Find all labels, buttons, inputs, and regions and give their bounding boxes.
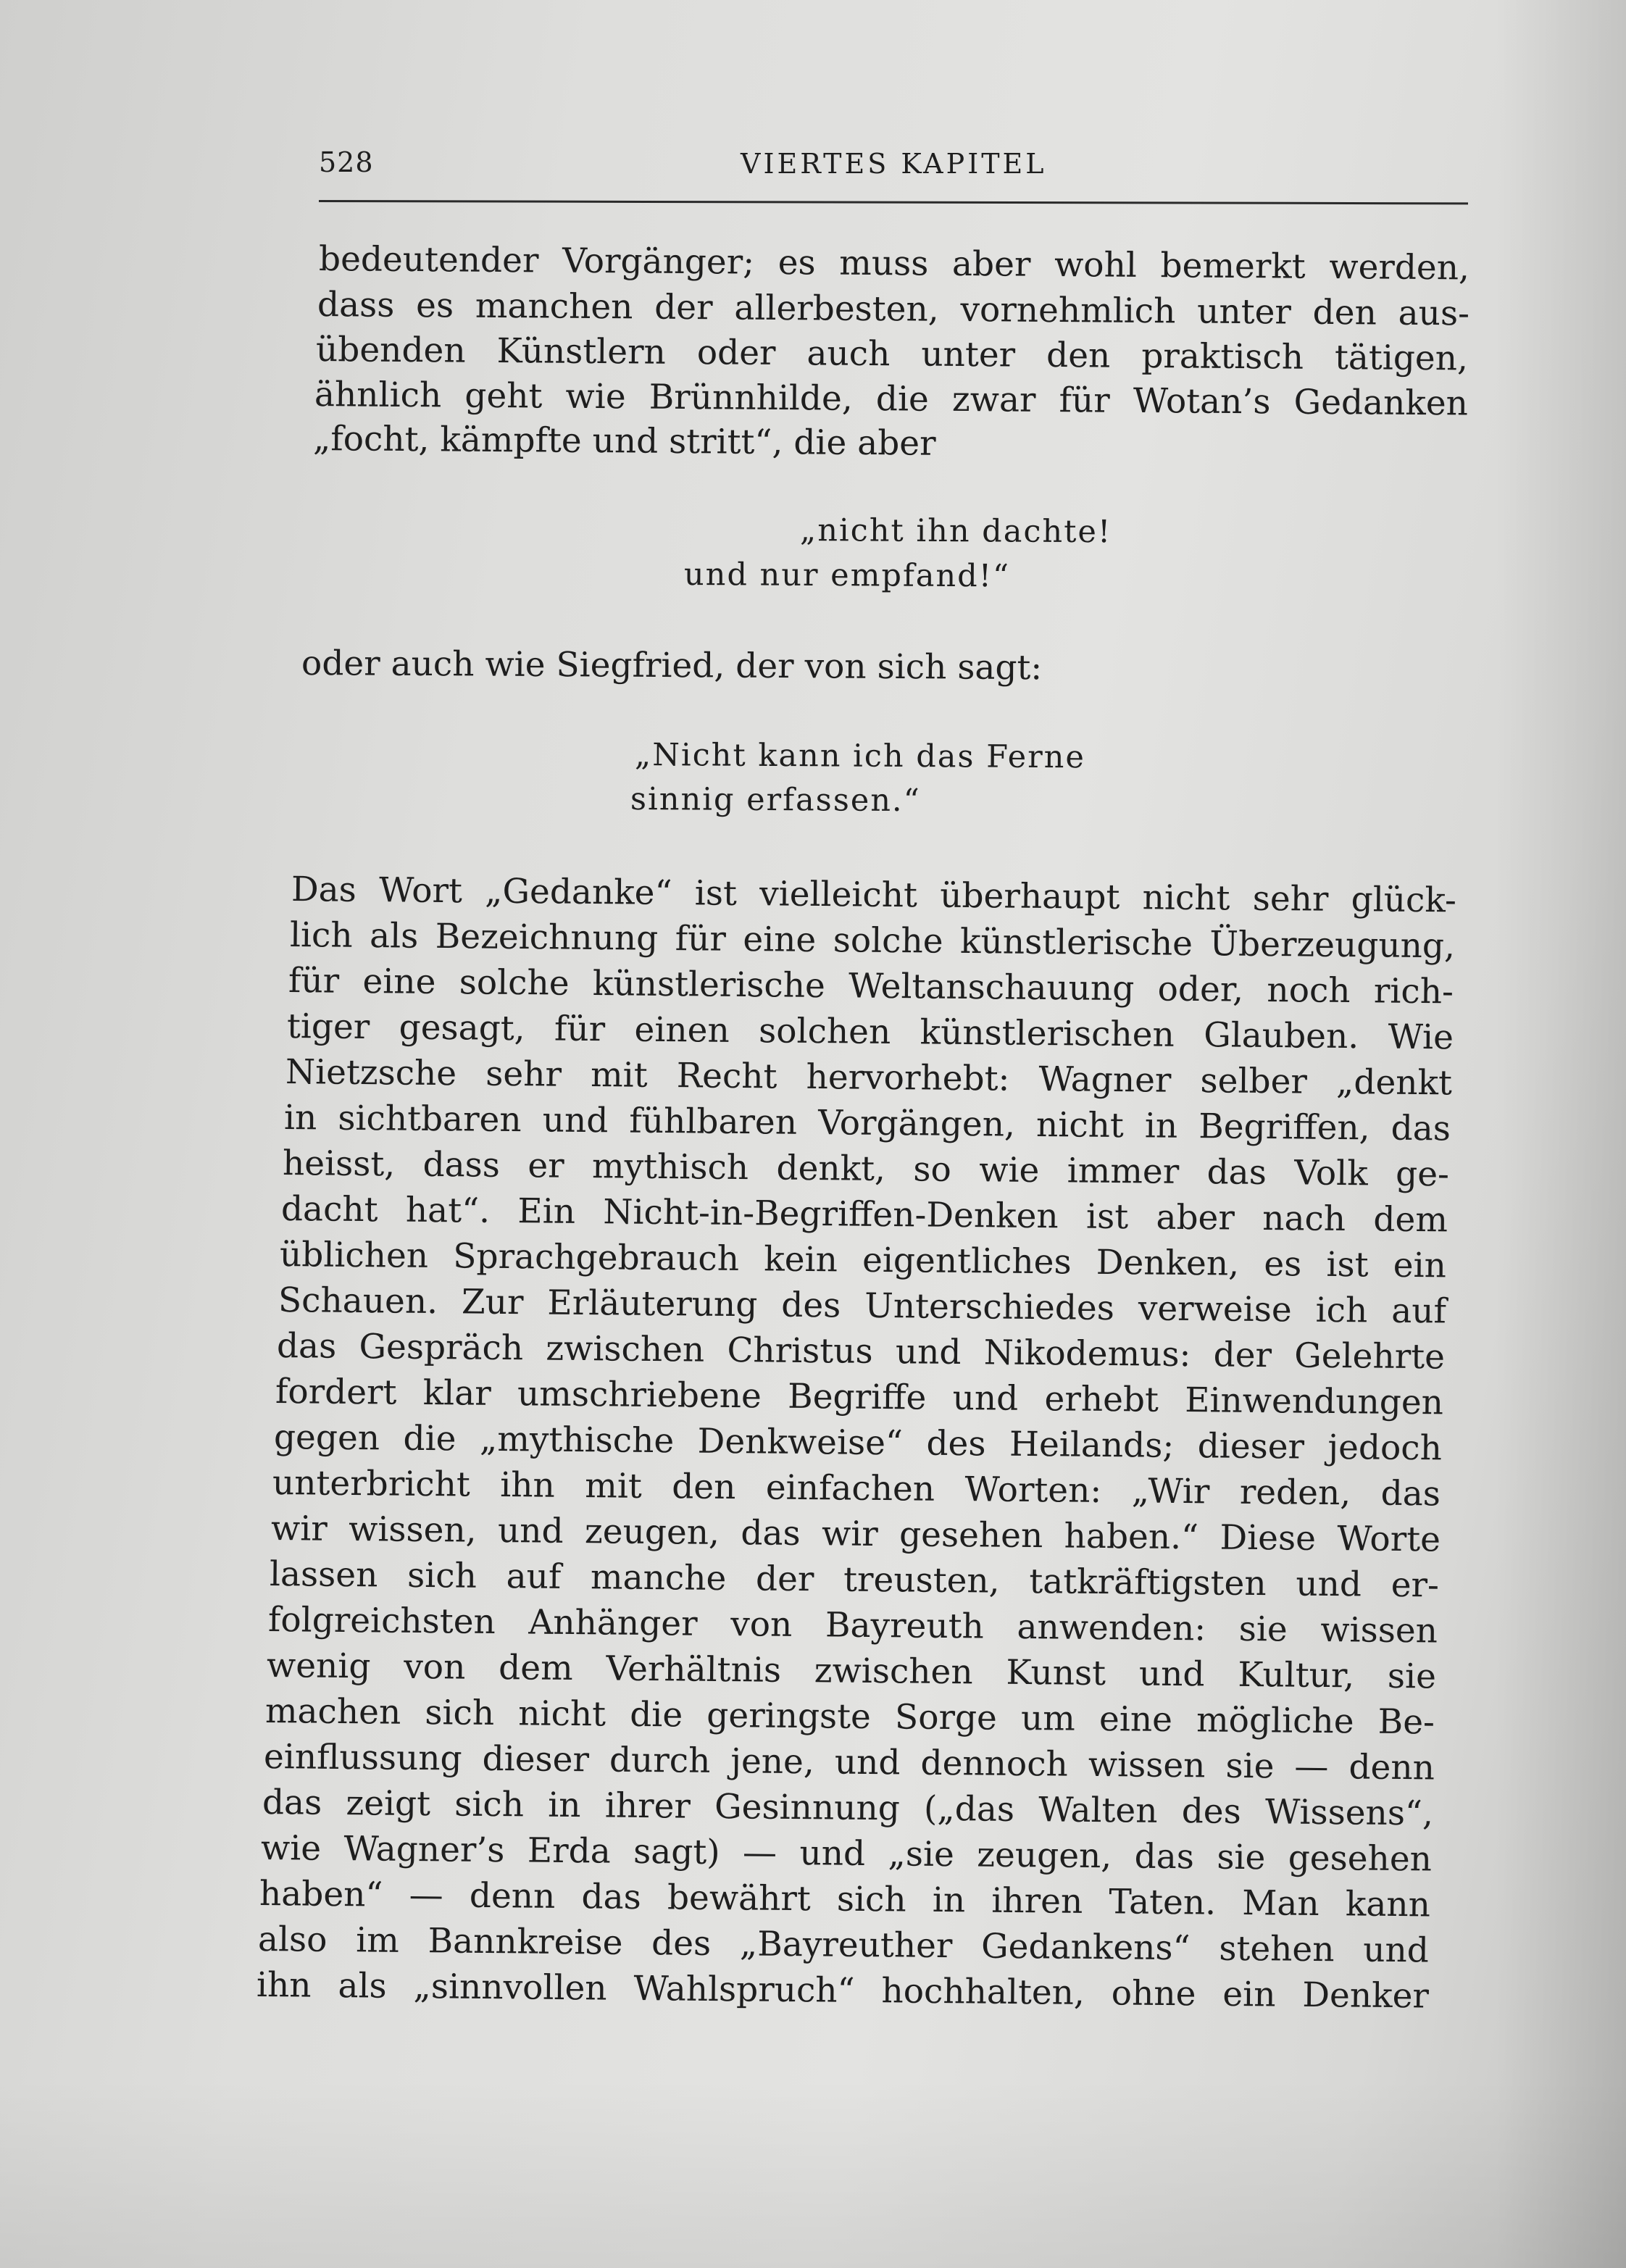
text-line: Schauen. Zur Erläuterung des Unterschiedes verweise ich auf [278,1280,1447,1332]
verse-line: „nicht ihn dachte! [799,512,1112,551]
text-line: gegen die „mythische Denkweise“ des Heilands; dieser jedoch [273,1417,1443,1469]
verse-line: „Nicht kann ich das Ferne [634,737,1085,776]
text-line: unterbricht ihn mit den einfachen Worten: „Wir reden, das [272,1463,1441,1514]
text-line: Nietzsche sehr mit Recht hervorhebt: Wagner selber „denkt [285,1052,1453,1104]
text-line: bedeutender Vorgänger; es muss aber wohl bemerkt werden, [318,239,1470,288]
text-line: wie Wagner’s Erda sagt) — und „sie zeugen, das sie gesehen [260,1828,1433,1880]
text-line: für eine solche künstlerische Weltanschauung oder, noch rich- [288,961,1454,1012]
text-line: lassen sich auf manche der treusten, tatkräftigsten und er- [269,1554,1440,1606]
text-line: ihn als „sinnvollen Wahlspruch“ hochhalten, ohne ein Denker [256,1965,1430,2017]
text-line: folgreichsten Anhänger von Bayreuth anwenden: sie wissen [267,1600,1438,1651]
text-line: tiger gesagt, für einen solchen künstlerischen Glauben. Wie [286,1006,1454,1058]
verse-line: sinnig erfassen.“ [630,781,921,820]
text-line: heisst, dass er mythisch denkt, so wie immer das Volk ge- [282,1143,1450,1195]
text-line: dacht hat“. Ein Nicht-in-Begriffen-Denken ist aber nach dem [280,1189,1448,1241]
page-bottom-shadow [0,2080,1626,2268]
text-line: in sichtbaren und fühlbaren Vorgängen, nicht in Begriffen, das [283,1098,1451,1149]
text-line: übenden Künstlern oder auch unter den praktisch tätigen, [315,330,1469,379]
text-line: das zeigt sich in ihrer Gesinnung („das Walten des Wissens“, [262,1783,1434,1834]
text-line: ähnlich geht wie Brünnhilde, die zwar für Wotan’s Gedanken [314,375,1469,424]
verse-line: und nur empfand!“ [683,556,1011,595]
page-number: 528 [319,146,374,178]
running-head-chapter-title: VIERTES KAPITEL [741,148,1047,180]
text-line: einflussung dieser durch jene, und dennoch wissen sie — denn [263,1737,1435,1788]
text-line: lich als Bezeichnung für eine solche künstlerische Überzeugung, [289,915,1456,967]
text-line: oder auch wie Siegfried, der von sich sagt: [301,643,1043,688]
text-line: wir wissen, und zeugen, das wir gesehen haben.“ Diese Worte [270,1509,1441,1560]
header-rule [319,200,1468,204]
text-line: dass es manchen der allerbesten, vornehmlich unter den aus- [317,285,1470,334]
text-line: haben“ — denn das bewährt sich in ihren Taten. Man kann [259,1874,1431,1925]
text-line: Das Wort „Gedanke“ ist vielleicht überhaupt nicht sehr glück- [291,870,1457,921]
text-line: „focht, kämpfte und stritt“, die aber [312,419,936,464]
text-line: wenig von dem Verhältnis zwischen Kunst und Kultur, sie [266,1646,1437,1697]
text-line: machen sich nicht die geringste Sorge um eine mögliche Be- [264,1691,1435,1743]
text-line: also im Bannkreise des „Bayreuther Gedankens“ stehen und [257,1919,1430,1971]
text-line: fordert klar umschriebene Begriffe und erhebt Einwendungen [275,1372,1444,1423]
text-line: üblichen Sprachgebrauch kein eigentliches Denken, es ist ein [279,1235,1447,1286]
text-line: das Gespräch zwischen Christus und Nikodemus: der Gelehrte [276,1326,1446,1377]
page-edge-shadow [1496,0,1626,2268]
